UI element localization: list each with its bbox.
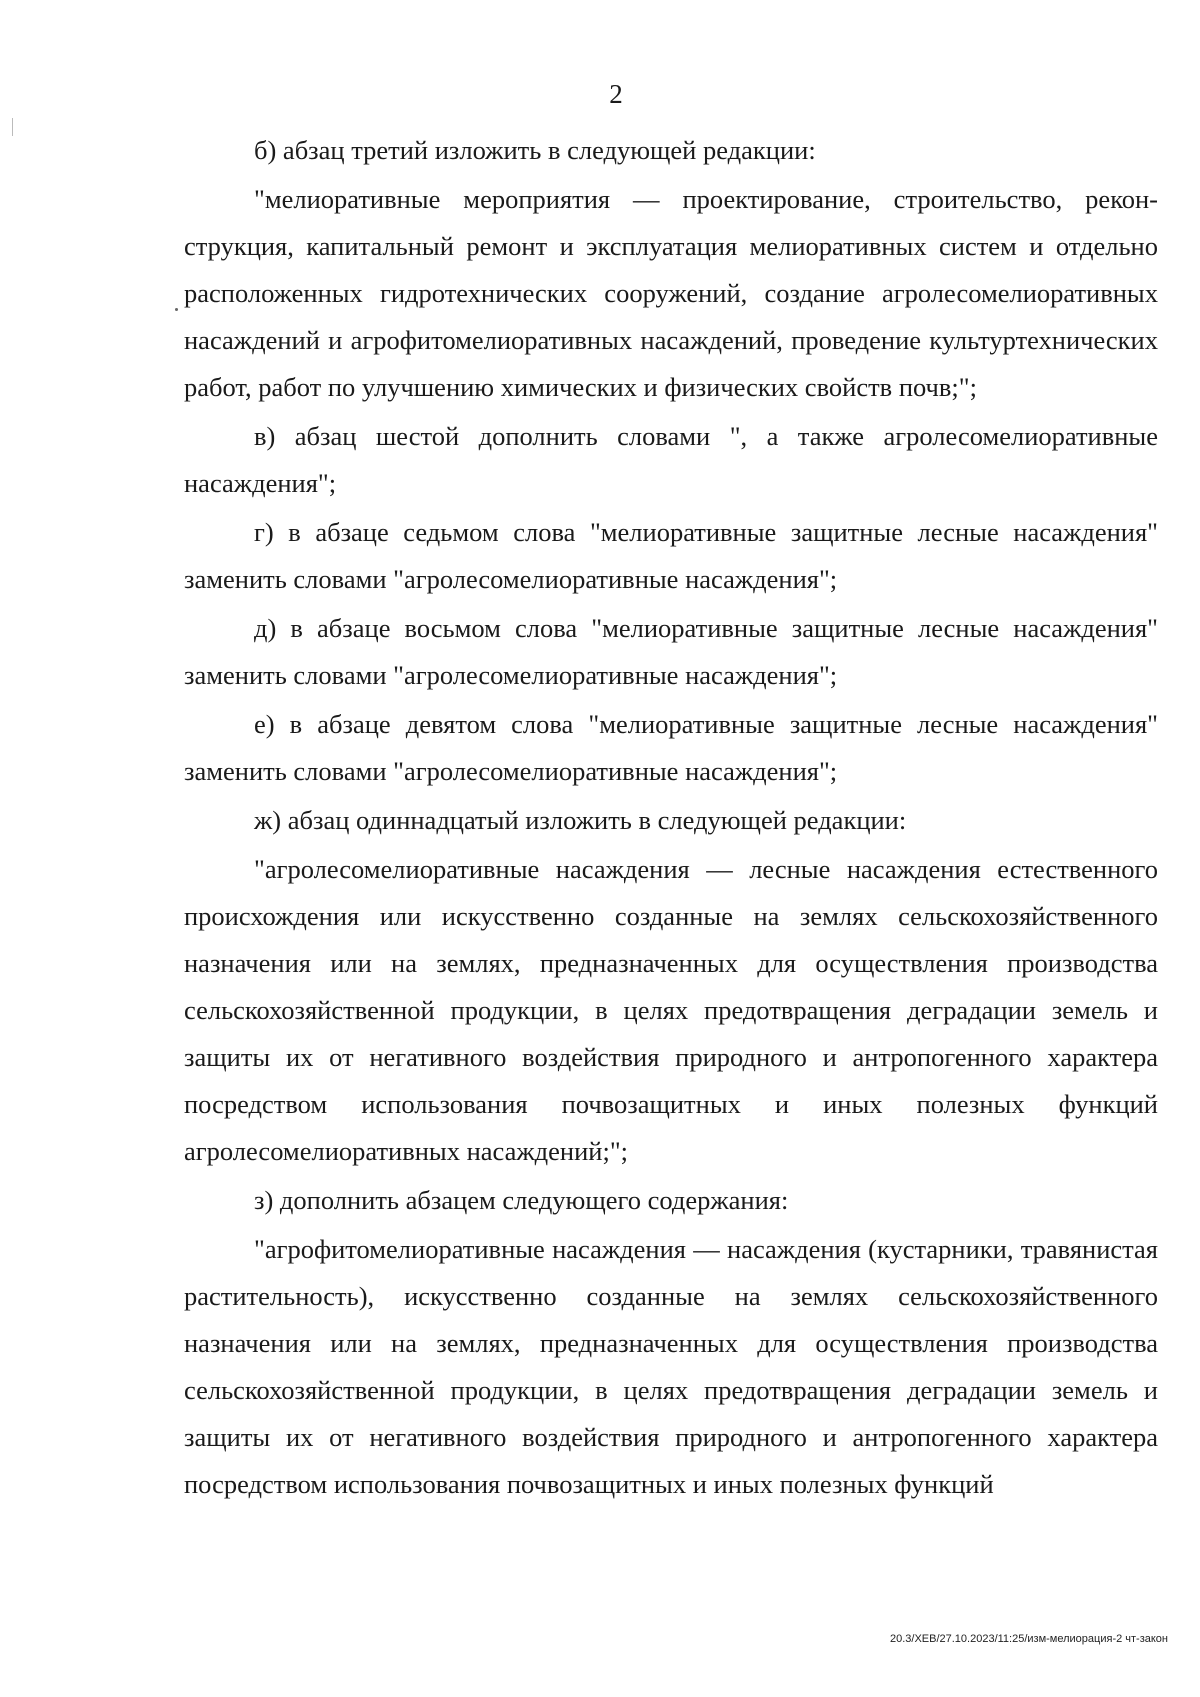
- paragraph-b-quote: "мелиоративные мероприятия — проектирование, строительство, реконструкция, капитальный ремонт и эксплуатация мелиоративных систем и отдельно расположенных гидротехнических сооружений, создание агролесомелиоративных насаждений и агрофитомелиоративных насаждений, проведение культуртехнических работ, работ по улучшению химических и физических свойств почв;";: [184, 184, 1158, 402]
- paragraph-zh-quote: "агролесомелиоративные насаждения — лесные насаждения естественного происхождения или искусственно созданные на землях сельскохозяйственного назначения или на землях, предназначенных для осуществления производства сельскохозяйственной продукции, в целях предотвращения деградации земель и защиты их от негативного воздействия природного и антропогенного характера посредством использования почвозащитных и иных полезных функций агролесомелиоративных насаждений;";: [184, 854, 1158, 1166]
- document-footer-code: 20.3/XEB/27.10.2023/11:25/изм-мелиорация-2 чт-закон: [889, 1633, 1168, 1645]
- page-number: 2: [609, 79, 623, 109]
- scan-margin-mark: [12, 118, 13, 136]
- paragraph-g: г) в абзаце седьмом слова "мелиоративные защитные лесные насаждения" заменить словами "агролесомелиоративные насаждения";: [184, 517, 1158, 594]
- paragraph-v: в) абзац шестой дополнить словами ", а также агролесомелиоративные насаждения";: [184, 421, 1158, 498]
- paragraph-b: б) абзац третий изложить в следующей редакции:: [254, 135, 816, 165]
- paragraph-z: з) дополнить абзацем следующего содержания:: [254, 1185, 789, 1215]
- scan-speck: [175, 308, 178, 311]
- paragraph-d: д) в абзаце восьмом слова "мелиоративные защитные лесные насаждения" заменить словами "агролесомелиоративные насаждения";: [184, 613, 1158, 690]
- paragraph-zh: ж) абзац одиннадцатый изложить в следующей редакции:: [254, 805, 907, 835]
- paragraph-e: е) в абзаце девятом слова "мелиоративные защитные лесные насаждения" заменить словами "агролесомелиоративные насаждения";: [184, 709, 1158, 786]
- paragraph-z-quote: "агрофитомелиоративные насаждения — насаждения (кустарники, травянистая растительность), искусственно созданные на землях сельскохозяйственного назначения или на землях, предназначенных для осуществления производства сельскохозяйственной продукции, в целях предотвращения деградации земель и защиты их от негативного воздействия природного и антропогенного характера посредством использования почвозащитных и иных полезных функций: [184, 1234, 1158, 1499]
- document-body: [184, 127, 1158, 1510]
